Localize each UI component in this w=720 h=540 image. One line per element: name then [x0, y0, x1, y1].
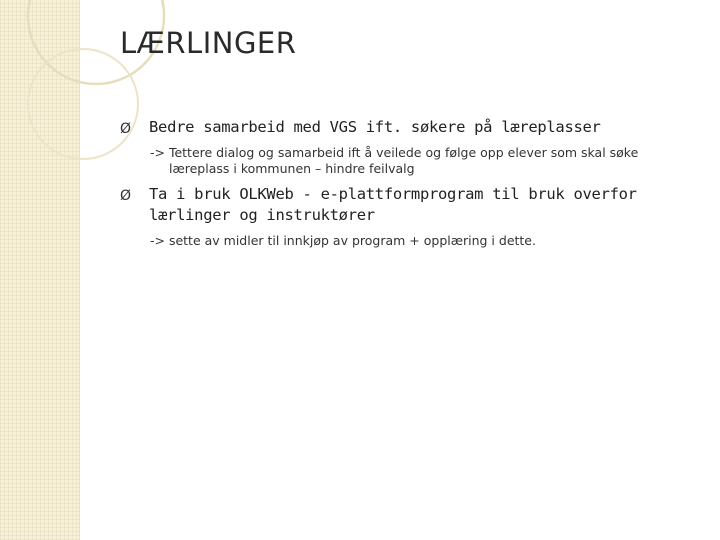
bullet-item-2 [120, 184, 680, 226]
slide-title: LÆRLINGER [120, 26, 297, 60]
subtext-line: -> Tettere dialog og samarbeid ift å veilede og følge opp elever som skal søke [150, 145, 639, 160]
bullet-text-line: lærlinger og instruktører [149, 206, 375, 224]
bullet-text-line: Ta i bruk OLKWeb - e-plattformprogram til bruk overfor [149, 185, 637, 203]
subtext-line: -> sette av midler til innkjøp av program + opplæring i dette. [150, 233, 536, 248]
bullet-text [149, 184, 637, 226]
bullet-subtext-1 [150, 145, 670, 177]
bullet-subtext-2 [150, 233, 670, 249]
bullet-text: Bedre samarbeid med VGS ift. søkere på læreplasser [149, 118, 601, 136]
subtext-line-continued: læreplass i kommunen – hindre feilvalg [169, 161, 415, 176]
bullet-marker-icon: Ø [120, 188, 132, 204]
decorative-side-strip [0, 0, 80, 540]
bullet-item-1 [120, 117, 680, 141]
bullet-marker-icon: Ø [120, 121, 132, 137]
